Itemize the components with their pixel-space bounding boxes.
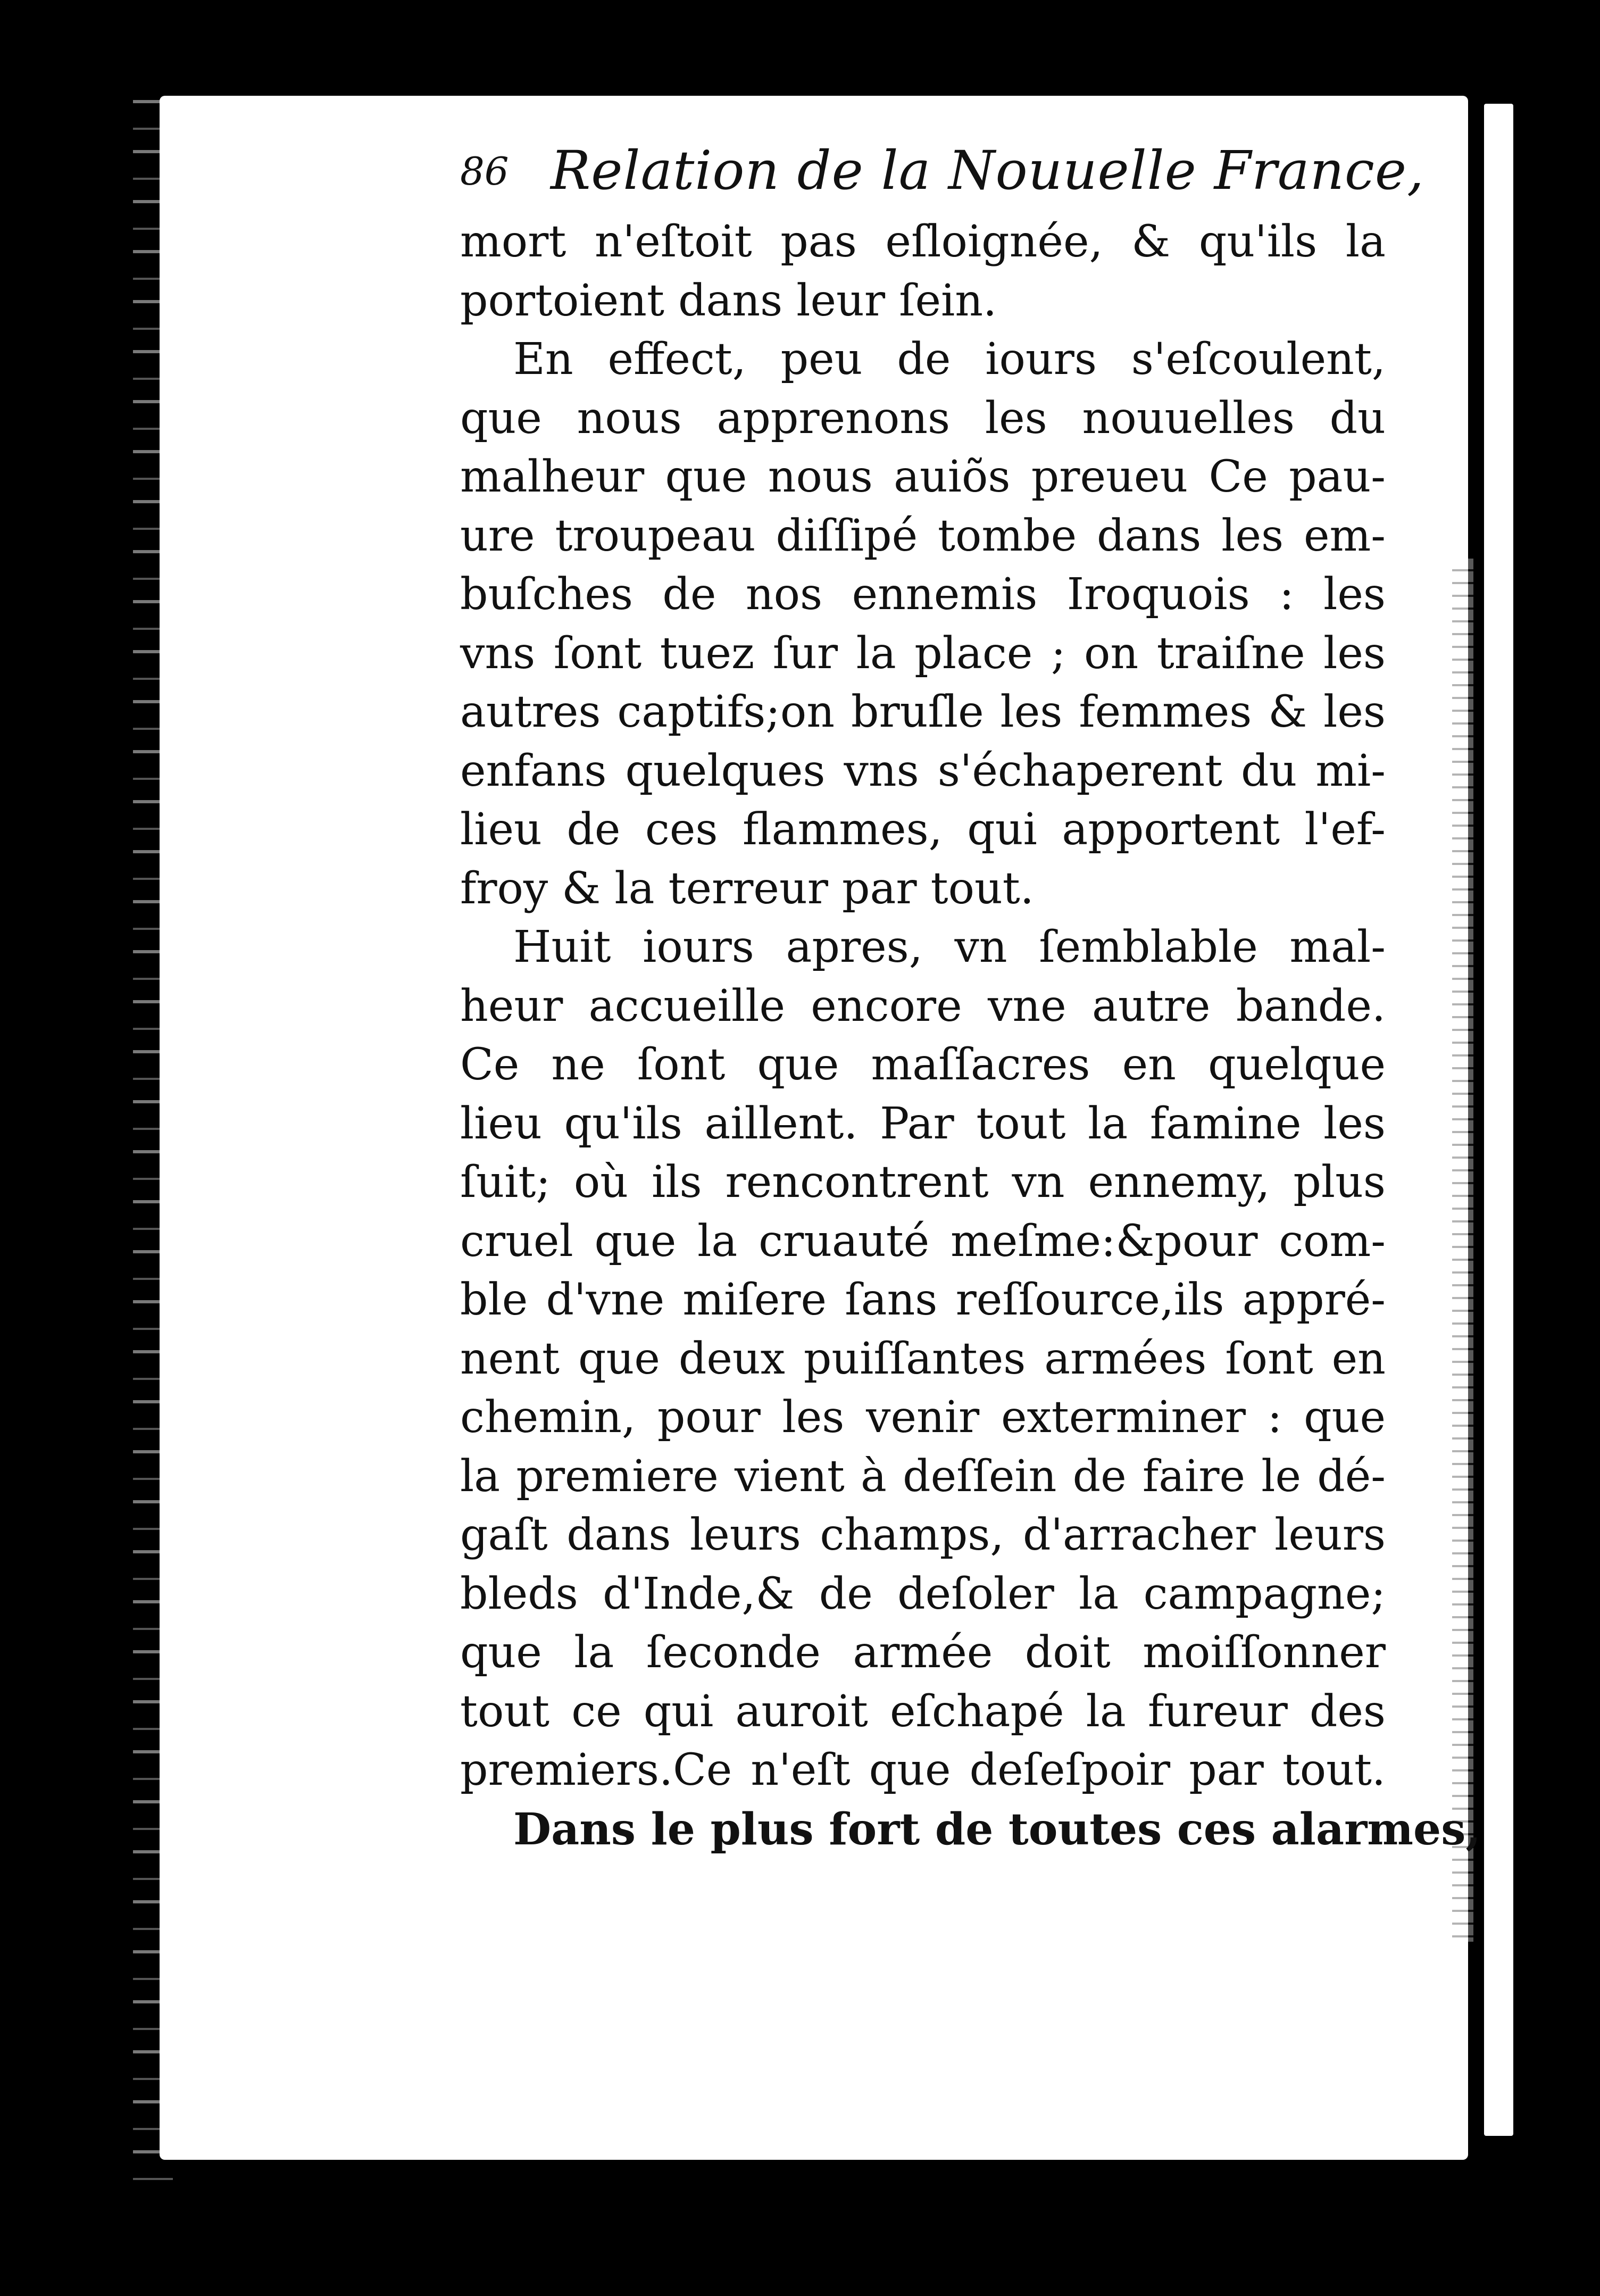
page-number: 86 <box>460 149 509 194</box>
text-line: buſches de nos ennemis Iroquois : les <box>460 569 1386 620</box>
text-line: chemin, pour les venir exterminer : que <box>460 1392 1386 1443</box>
text-line: bleds d'Inde,& de deſoler la campagne; <box>460 1568 1386 1619</box>
text-line: En effect, peu de iours s'eſcoulent, <box>513 334 1386 385</box>
text-line: Ce ne ſont que maſſacres en quelque <box>460 1039 1386 1090</box>
text-line: vns ſont tuez ſur la place ; on traiſne les <box>460 628 1386 679</box>
text-line: autres captifs;on bruſle les femmes & les <box>460 687 1386 737</box>
text-line: froy & la terreur par tout. <box>460 863 1034 914</box>
text-line: premiers.Ce n'eſt que deſeſpoir par tout. <box>460 1745 1386 1795</box>
text-line: Huit iours apres, vn ſemblable mal- <box>513 922 1386 972</box>
text-line: portoient dans leur ſein. <box>460 275 997 326</box>
text-line: gaſt dans leurs champs, d'arracher leurs <box>460 1510 1386 1560</box>
text-line: malheur que nous auiõs preueu Ce pau- <box>460 452 1386 502</box>
page-edge-right-texture <box>1452 559 1473 1942</box>
text-line: enfans quelques vns s'échaperent du mi- <box>460 745 1386 796</box>
adjacent-page-edge <box>1484 104 1513 2136</box>
running-title: Relation de la Nouuelle France, <box>551 139 1424 202</box>
text-line: ure troupeau diſſipé tombe dans les em- <box>460 510 1386 561</box>
text-line: lieu de ces flammes, qui apportent l'ef- <box>460 804 1386 855</box>
text-line: mort n'eſtoit pas eſloignée, & qu'ils la <box>460 217 1386 267</box>
text-line: la premiere vient à deſſein de faire le dé- <box>460 1451 1386 1502</box>
text-line: ble d'vne miſere ſans reſſource,ils appré- <box>460 1275 1386 1325</box>
text-line: que la ſeconde armée doit moiſſonner <box>460 1627 1386 1678</box>
text-line: nent que deux puiſſantes armées ſont en <box>460 1333 1386 1384</box>
text-line: heur accueille encore vne autre bande. <box>460 980 1386 1031</box>
body-text <box>460 213 1481 1859</box>
text-line: que nous apprenons les nouuelles du <box>460 393 1386 444</box>
text-line: lieu qu'ils aillent. Par tout la famine les <box>460 1098 1386 1149</box>
page-header <box>460 128 1424 207</box>
text-line: ſuit; où ils rencontrent vn ennemy, plus <box>460 1157 1386 1208</box>
text-line: tout ce qui auroit eſchapé la fureur des <box>460 1686 1386 1737</box>
text-line: cruel que la cruauté meſme:&pour com- <box>460 1216 1386 1267</box>
catchword-line: Dans le plus fort de toutes ces alarmes, <box>513 1803 1481 1855</box>
